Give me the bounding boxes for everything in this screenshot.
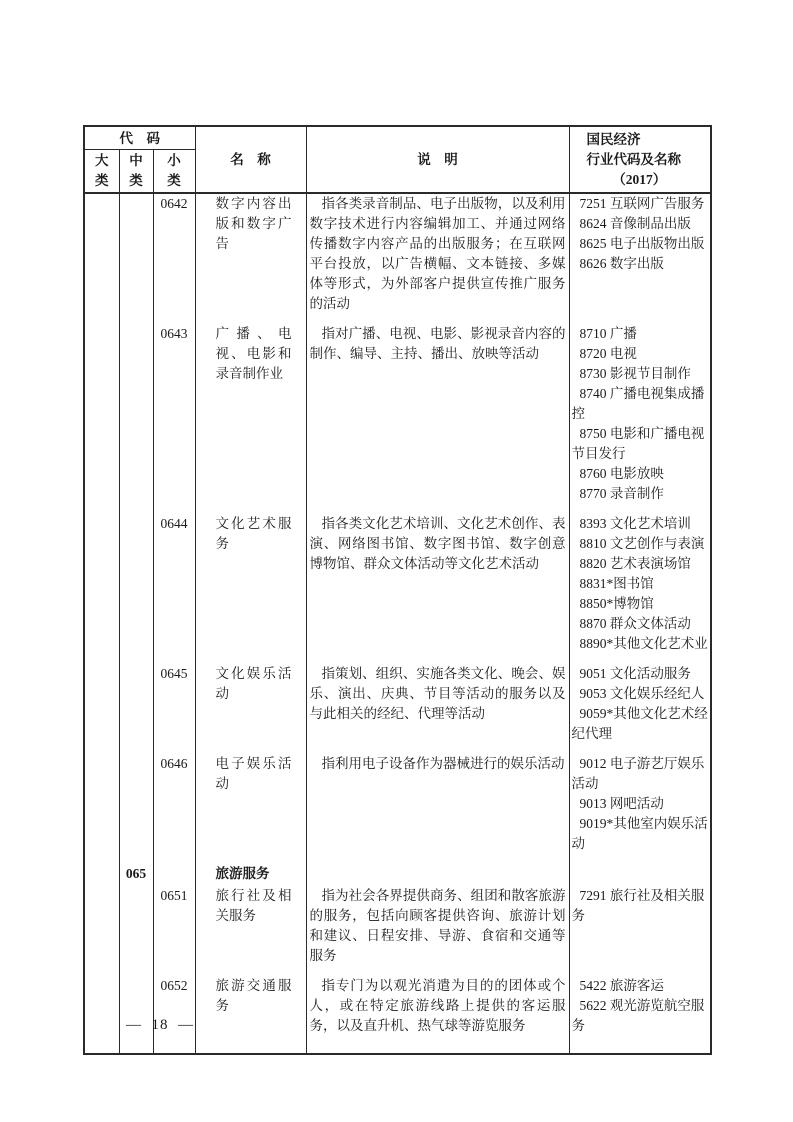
category-name-text: 数字内容出版和数字广告 xyxy=(215,196,292,251)
table-row xyxy=(84,886,711,976)
cell-name xyxy=(195,754,306,864)
cell-small-class: 0642 xyxy=(153,193,195,324)
industry-code-entry: 8870 群众文体活动 xyxy=(579,616,691,631)
cell-major-class xyxy=(84,864,119,886)
cell-industry-codes xyxy=(569,976,711,1046)
industry-code-entry: 7291 旅行社及相关服务 xyxy=(571,888,705,923)
cell-industry-codes xyxy=(569,193,711,324)
cell-major-class xyxy=(84,514,119,664)
header-major-class xyxy=(84,150,119,193)
cell-industry-codes xyxy=(569,514,711,664)
cell-middle-class: 065 xyxy=(119,864,153,886)
industry-code-entry: 9051 文化活动服务 xyxy=(579,666,691,681)
header-industry-codes xyxy=(569,126,711,193)
header-major-class-label: 大类 xyxy=(94,153,109,189)
cell-small-class: 0652 xyxy=(153,976,195,1046)
category-name-text: 旅游交通服务 xyxy=(215,978,292,1013)
cell-industry-codes xyxy=(569,886,711,976)
cell-middle-class xyxy=(119,886,153,976)
industry-code-entry: 8770 录音制作 xyxy=(579,486,664,501)
cell-name xyxy=(195,864,306,886)
classification-table xyxy=(83,125,712,1055)
description-text: 指各类录音制品、电子出版物，以及利用数字技术进行内容编辑加工、并通过网络传播数字内容产品的出版服务；在互联网平台投放，以广告横幅、文本链接、多媒体等形式，为外部客户提供宣传推广服务的活动 xyxy=(309,196,566,311)
cell-middle-class xyxy=(119,514,153,664)
cell-major-class xyxy=(84,976,119,1046)
cell-middle-class xyxy=(119,324,153,514)
table-row xyxy=(84,976,711,1046)
industry-code-entry: 5622 观光游览航空服务 xyxy=(571,998,705,1033)
cell-description xyxy=(306,514,569,664)
industry-code-entry: 8720 电视 xyxy=(579,346,637,361)
header-row-top xyxy=(84,126,711,150)
cell-major-class xyxy=(84,886,119,976)
description-text: 指为社会各界提供商务、组团和散客旅游的服务，包括向顾客提供咨询、旅游计划和建议、日程安排、导游、食宿和交通等服务 xyxy=(309,888,566,963)
cell-name xyxy=(195,193,306,324)
industry-code-entry: 9012 电子游艺厅娱乐活动 xyxy=(571,756,705,791)
table-row xyxy=(84,664,711,754)
industry-code-entry: 8750 电影和广播电视节目发行 xyxy=(571,426,705,461)
cell-name xyxy=(195,664,306,754)
header-industry-line3: （2017） xyxy=(612,172,667,187)
industry-code-entry: 9013 网吧活动 xyxy=(579,796,664,811)
industry-code-entry: 8831*图书馆 xyxy=(579,576,654,591)
cell-name xyxy=(195,976,306,1046)
industry-code-entry: 8624 音像制品出版 xyxy=(579,216,691,231)
header-industry-line1: 国民经济 xyxy=(586,132,641,147)
industry-code-entry: 9059*其他文化艺术经纪代理 xyxy=(571,706,708,741)
cell-major-class xyxy=(84,754,119,864)
cell-small-class: 0644 xyxy=(153,514,195,664)
cell-major-class xyxy=(84,193,119,324)
cell-major-class xyxy=(84,324,119,514)
cell-small-class: 0646 xyxy=(153,754,195,864)
header-middle-class xyxy=(119,150,153,193)
cell-middle-class xyxy=(119,976,153,1046)
industry-code-entry: 5422 旅游客运 xyxy=(579,978,664,993)
cell-middle-class xyxy=(119,193,153,324)
industry-code-entry: 8760 电影放映 xyxy=(579,466,664,481)
header-code-group: 代 码 xyxy=(84,126,195,150)
description-text: 指利用电子设备作为器械进行的娱乐活动 xyxy=(321,756,565,771)
description-text: 指策划、组织、实施各类文化、晚会、娱乐、演出、庆典、节目等活动的服务以及与此相关的经纪、代理等活动 xyxy=(309,666,566,721)
cell-name xyxy=(195,324,306,514)
cell-industry-codes xyxy=(569,664,711,754)
industry-code-entry: 8393 文化艺术培训 xyxy=(579,516,691,531)
cell-description xyxy=(306,193,569,324)
industry-code-entry: 8890*其他文化艺术业 xyxy=(579,636,708,651)
table-row xyxy=(84,514,711,664)
industry-code-entry: 8625 电子出版物出版 xyxy=(579,236,705,251)
cell-name xyxy=(195,514,306,664)
cell-description xyxy=(306,664,569,754)
table-filler xyxy=(84,1046,711,1054)
category-name-text: 电子娱乐活动 xyxy=(215,756,292,791)
industry-code-entry: 8710 广播 xyxy=(579,326,637,341)
header-description: 说 明 xyxy=(306,126,569,193)
description-text: 指对广播、电视、电影、影视录音内容的制作、编导、主持、播出、放映等活动 xyxy=(309,326,566,361)
header-industry-line2: 行业代码及名称 xyxy=(586,152,681,167)
cell-small-class: 0643 xyxy=(153,324,195,514)
cell-middle-class xyxy=(119,664,153,754)
header-small-class xyxy=(153,150,195,193)
category-name-text: 旅游服务 xyxy=(215,866,270,881)
cell-middle-class xyxy=(119,754,153,864)
table-row xyxy=(84,193,711,324)
page-number: — 18 — xyxy=(126,1017,194,1033)
industry-code-entry: 8740 广播电视集成播控 xyxy=(571,386,705,421)
table-body xyxy=(84,193,711,1046)
cell-small-class: 0651 xyxy=(153,886,195,976)
description-text: 指专门为以观光消遣为目的的团体或个人，或在特定旅游线路上提供的客运服务，以及直升机、热气球等游览服务 xyxy=(309,978,566,1033)
cell-small-class xyxy=(153,864,195,886)
table-row xyxy=(84,324,711,514)
industry-code-entry: 8810 文艺创作与表演 xyxy=(579,536,705,551)
cell-name xyxy=(195,886,306,976)
table-row xyxy=(84,864,711,886)
category-name-text: 旅行社及相关服务 xyxy=(215,888,292,923)
header-middle-class-label: 中类 xyxy=(129,153,143,189)
cell-industry-codes xyxy=(569,754,711,864)
industry-code-entry: 8730 影视节目制作 xyxy=(579,366,691,381)
header-name: 名 称 xyxy=(195,126,306,193)
cell-description xyxy=(306,754,569,864)
cell-small-class: 0645 xyxy=(153,664,195,754)
industry-code-entry: 9019*其他室内娱乐活动 xyxy=(571,816,708,851)
cell-description xyxy=(306,976,569,1046)
category-name-text: 广播、电视、电影和录音制作业 xyxy=(215,326,292,381)
industry-code-entry: 8820 艺术表演场馆 xyxy=(579,556,691,571)
category-name-text: 文化娱乐活动 xyxy=(215,666,292,701)
cell-description xyxy=(306,324,569,514)
category-name-text: 文化艺术服务 xyxy=(215,516,292,551)
cell-description xyxy=(306,864,569,886)
cell-description xyxy=(306,886,569,976)
filler-row xyxy=(84,1046,711,1054)
industry-code-entry: 8626 数字出版 xyxy=(579,256,664,271)
description-text: 指各类文化艺术培训、文化艺术创作、表演、网络图书馆、数字图书馆、数字创意博物馆、群众文体活动等文化艺术活动 xyxy=(309,516,566,571)
industry-code-entry: 7251 互联网广告服务 xyxy=(579,196,705,211)
cell-industry-codes xyxy=(569,324,711,514)
industry-code-entry: 9053 文化娱乐经纪人 xyxy=(579,686,705,701)
table-row xyxy=(84,754,711,864)
industry-code-entry: 8850*博物馆 xyxy=(579,596,654,611)
cell-industry-codes xyxy=(569,864,711,886)
header-small-class-label: 小类 xyxy=(167,153,181,189)
cell-major-class xyxy=(84,664,119,754)
